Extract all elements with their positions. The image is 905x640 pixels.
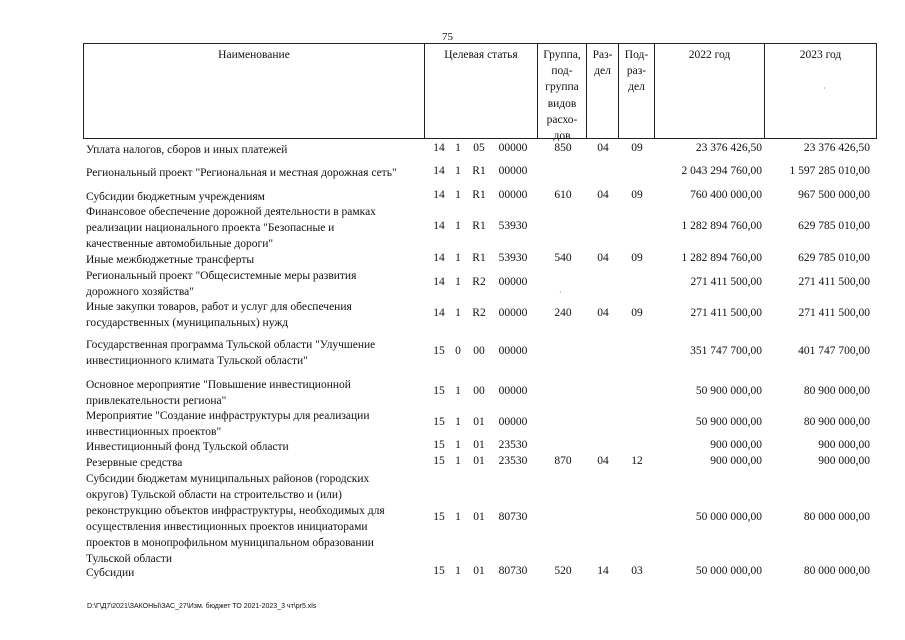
event-code: 05 (473, 142, 485, 154)
subsection-code: 03 (631, 565, 643, 577)
subprogram-code: 1 (455, 189, 461, 201)
amount-2022: 760 400 000,00 (690, 189, 762, 201)
subprogram-code: 1 (455, 220, 461, 232)
program-code: 15 (433, 455, 445, 467)
row-name: Региональный проект "Региональная и местная дорожная сеть" (86, 167, 397, 179)
amount-2022: 271 411 500,00 (690, 307, 762, 319)
subprogram-code: 1 (455, 307, 461, 319)
header-2023: 2023 год (799, 49, 842, 61)
section-code: 14 (597, 565, 609, 577)
amount-2023: 629 785 010,00 (798, 252, 870, 264)
row-name: Резервные средства (86, 457, 183, 469)
event-code: 00 (473, 345, 485, 357)
header-target: Целевая статья (425, 44, 538, 138)
amount-2022: 50 000 000,00 (695, 565, 762, 577)
event-code: 01 (473, 416, 485, 428)
program-code: 14 (433, 165, 445, 177)
amount-2023: 629 785 010,00 (798, 220, 870, 232)
row-name: Субсидии бюджетным учреждениям (86, 191, 265, 203)
subprogram-code: 1 (455, 416, 461, 428)
direction-code: 00000 (498, 276, 528, 288)
direction-code: 00000 (498, 385, 528, 397)
amount-2022: 2 043 294 760,00 (681, 165, 762, 177)
row-name: Основное мероприятие "Повышение инвестиционной привлекательности региона" (86, 379, 351, 407)
row-name: Иные закупки товаров, работ и услуг для обеспечения государственных (муниципальных) нужд (86, 301, 352, 329)
direction-code: 80730 (498, 565, 528, 577)
event-code: R1 (472, 189, 486, 201)
subprogram-code: 1 (455, 385, 461, 397)
program-code: 14 (433, 220, 445, 232)
direction-code: 53930 (498, 252, 528, 264)
row-name: Иные межбюджетные трансферты (86, 254, 255, 266)
header-subsection: Под- раз- дел (619, 44, 655, 138)
program-code: 15 (433, 439, 445, 451)
section-code: 04 (597, 455, 609, 467)
subprogram-code: 1 (455, 455, 461, 467)
program-code: 15 (433, 565, 445, 577)
event-code: 01 (473, 565, 485, 577)
page-number: 75 (442, 31, 453, 43)
event-code: R1 (472, 220, 486, 232)
direction-code: 53930 (498, 220, 528, 232)
direction-code: 00000 (498, 345, 528, 357)
direction-code: 00000 (498, 307, 528, 319)
amount-2023: 80 000 000,00 (803, 565, 870, 577)
amount-2022: 50 900 000,00 (695, 416, 762, 428)
subsection-code: 09 (631, 307, 643, 319)
program-code: 15 (433, 511, 445, 523)
row-name: Уплата налогов, сборов и иных платежей (86, 144, 288, 156)
event-code: R2 (472, 307, 486, 319)
amount-2022: 271 411 500,00 (690, 276, 762, 288)
section-code: 04 (597, 307, 609, 319)
scan-speck: · (559, 288, 562, 297)
direction-code: 80730 (498, 511, 528, 523)
amount-2022: 50 900 000,00 (695, 385, 762, 397)
subprogram-code: 1 (455, 252, 461, 264)
direction-code: 00000 (498, 142, 528, 154)
subprogram-code: 0 (455, 345, 461, 357)
amount-2023: 900 000,00 (818, 439, 870, 451)
amount-2023: 23 376 426,50 (803, 142, 870, 154)
file-path-footer: D:\Г\Д7\2021\ЗАКОНЫ\ЗАС_27\Изм. бюджет ТО 2021-2023_3 чт\pr5.xls (87, 603, 317, 610)
direction-code: 00000 (498, 416, 528, 428)
amount-2023: 271 411 500,00 (798, 307, 870, 319)
amount-2022: 900 000,00 (710, 455, 762, 467)
subprogram-code: 1 (455, 142, 461, 154)
direction-code: 00000 (498, 189, 528, 201)
table-header (83, 43, 877, 143)
header-section: Раз- дел (587, 44, 619, 138)
event-code: 00 (473, 385, 485, 397)
subprogram-code: 1 (455, 565, 461, 577)
header-name: Наименование (84, 44, 425, 138)
row-name: Региональный проект "Общесистемные меры развития дорожного хозяйства" (86, 270, 357, 298)
amount-2022: 1 282 894 760,00 (681, 220, 762, 232)
amount-2023: 967 500 000,00 (798, 189, 870, 201)
event-code: R1 (472, 165, 486, 177)
event-code: R2 (472, 276, 486, 288)
amount-2022: 351 747 700,00 (690, 345, 762, 357)
header-group: Группа, под- группа видов расхо- дов (538, 44, 587, 138)
section-code: 04 (597, 142, 609, 154)
subsection-code: 09 (631, 142, 643, 154)
expense-group: 240 (554, 307, 572, 319)
amount-2023: 401 747 700,00 (798, 345, 870, 357)
expense-group: 540 (554, 252, 572, 264)
row-name: Субсидии бюджетам муниципальных районов (городских округов) Тульской области на строительство и (или) реконструкцию объектов инфраструктуры, необходимых для осуществления инвестиционных проектов инициаторами проектов в монопрофильном муниципальном образовании Тульской области (86, 473, 385, 565)
direction-code: 23530 (498, 439, 528, 451)
amount-2023: 80 900 000,00 (803, 416, 870, 428)
subprogram-code: 1 (455, 276, 461, 288)
section-code: 04 (597, 252, 609, 264)
subsection-code: 09 (631, 189, 643, 201)
direction-code: 23530 (498, 455, 528, 467)
amount-2023: 80 900 000,00 (803, 385, 870, 397)
subsection-code: 12 (631, 455, 643, 467)
row-name: Государственная программа Тульской области "Улучшение инвестиционного климата Тульской области" (86, 339, 376, 367)
amount-2023: 271 411 500,00 (798, 276, 870, 288)
scan-speck: · (823, 84, 826, 93)
program-code: 14 (433, 189, 445, 201)
row-name: Инвестиционный фонд Тульской области (86, 441, 289, 453)
amount-2022: 1 282 894 760,00 (681, 252, 762, 264)
expense-group: 870 (554, 455, 572, 467)
event-code: 01 (473, 439, 485, 451)
row-name: Субсидии (86, 567, 135, 579)
program-code: 14 (433, 307, 445, 319)
amount-2022: 50 000 000,00 (695, 511, 762, 523)
program-code: 15 (433, 345, 445, 357)
amount-2023: 900 000,00 (818, 455, 870, 467)
subprogram-code: 1 (455, 165, 461, 177)
row-name: Мероприятие "Создание инфраструктуры для реализации инвестиционных проектов" (86, 410, 370, 438)
expense-group: 610 (554, 189, 572, 201)
event-code: R1 (472, 252, 486, 264)
subprogram-code: 1 (455, 439, 461, 451)
expense-group: 850 (554, 142, 572, 154)
amount-2022: 23 376 426,50 (695, 142, 762, 154)
program-code: 14 (433, 252, 445, 264)
program-code: 14 (433, 142, 445, 154)
subsection-code: 09 (631, 252, 643, 264)
event-code: 01 (473, 455, 485, 467)
amount-2023: 1 597 285 010,00 (789, 165, 870, 177)
expense-group: 520 (554, 565, 572, 577)
program-code: 15 (433, 385, 445, 397)
program-code: 14 (433, 276, 445, 288)
program-code: 15 (433, 416, 445, 428)
event-code: 01 (473, 511, 485, 523)
header-2022: 2022 год (655, 44, 765, 138)
amount-2022: 900 000,00 (710, 439, 762, 451)
direction-code: 00000 (498, 165, 528, 177)
row-name: Финансовое обеспечение дорожной деятельности в рамках реализации национального проекта "Безопасные и качественные автомобильные дороги" (86, 206, 376, 250)
subprogram-code: 1 (455, 511, 461, 523)
section-code: 04 (597, 189, 609, 201)
amount-2023: 80 000 000,00 (803, 511, 870, 523)
